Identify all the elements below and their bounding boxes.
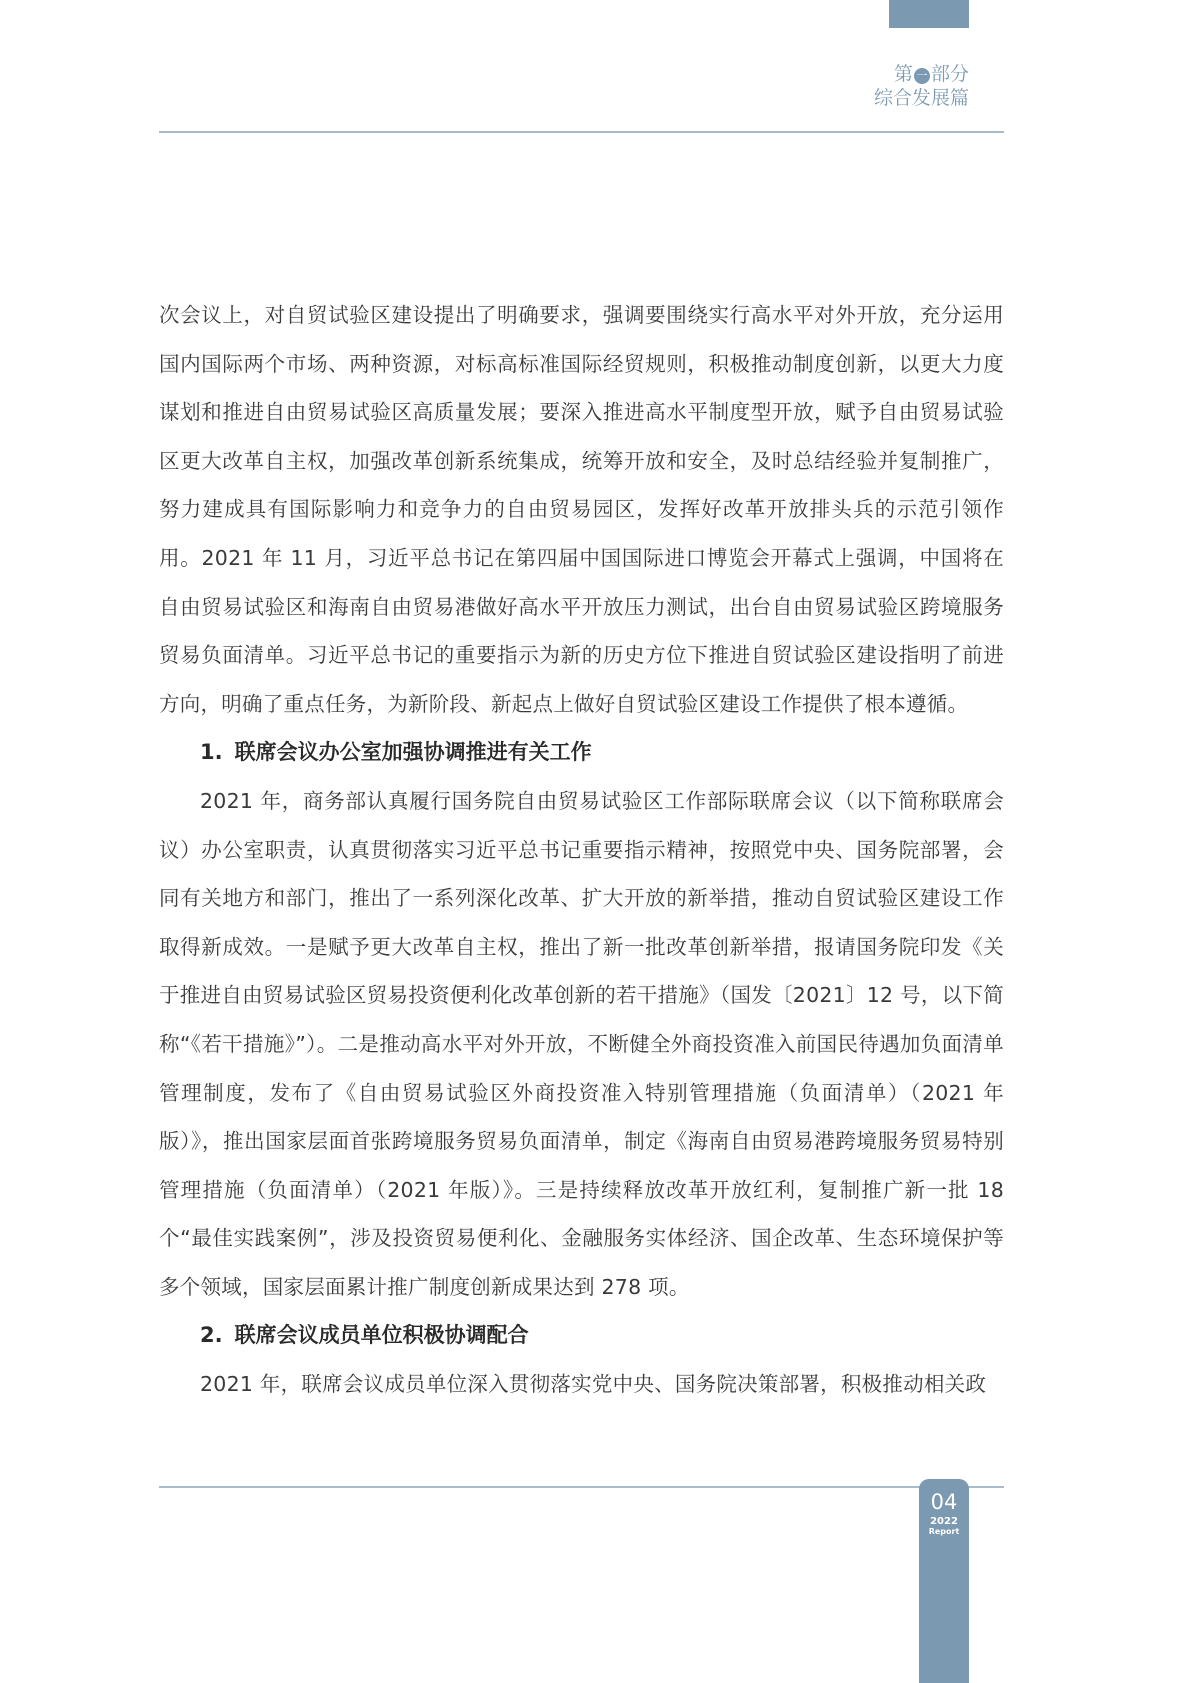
heading-text: 联席会议成员单位积极协调配合 xyxy=(234,1323,529,1348)
section-heading-2 xyxy=(159,1311,1004,1360)
body-paragraph-1: 次会议上，对自贸试验区建设提出了明确要求，强调要围绕实行高水平对外开放，充分运用国内国际两个市场、两种资源，对标高标准国际经贸规则，积极推动制度创新，以更大力度谋划和推进自由贸易试验区高质量发展；要深入推进高水平制度型开放，赋予自由贸易试验区更大改革自主权，加强改革创新系统集成，统筹开放和安全，及时总结经验并复制推广，努力建成具有国际影响力和竞争力的自由贸易园区，发挥好改革开放排头兵的示范引领作用。2021 年 11 月，习近平总书记在第四届中国国际进口博览会开幕式上强调，中国将在自由贸易试验区和海南自由贸易港做好高水平开放压力测试，出台自由贸易试验区跨境服务贸易负面清单。习近平总书记的重要指示为新的历史方位下推进自贸试验区建设指明了前进方向，明确了重点任务，为新阶段、新起点上做好自贸试验区建设工作提供了根本遵循。 xyxy=(159,303,1004,716)
report-label: Report xyxy=(928,1527,960,1536)
heading-text: 联席会议办公室加强协调推进有关工作 xyxy=(234,740,592,765)
section-label xyxy=(874,62,969,110)
main-content xyxy=(159,291,1004,1409)
body-paragraph-2: 2021 年，商务部认真履行国务院自由贸易试验区工作部际联席会议（以下简称联席会议）办公室职责，认真贯彻落实习近平总书记重要指示精神，按照党中央、国务院部署，会同有关地方和部门，推出了一系列深化改革、扩大开放的新举措，推动自贸试验区建设工作取得新成效。一是赋予更大改革自主权，推出了新一批改革创新举措，报请国务院印发《关于推进自由贸易试验区贸易投资便利化改革创新的若干措施》（国发〔2021〕12 号，以下简称“《若干措施》”）。二是推动高水平对外开放，不断健全外商投资准入前国民待遇加负面清单管理制度，发布了《自由贸易试验区外商投资准入特别管理措施（负面清单）（2021 年版）》，推出国家层面首张跨境服务贸易负面清单，制定《海南自由贸易港跨境服务贸易特别管理措施（负面清单）（2021 年版）》。三是持续释放改革开放红利，复制推广新一批 18 个“最佳实践案例”，涉及投资贸易便利化、金融服务实体经济、国企改革、生态环境保护等多个领域，国家层面累计推广制度创新成果达到 278 项。 xyxy=(159,788,1004,1299)
section-heading-1 xyxy=(159,728,1004,777)
part-prefix: 第 xyxy=(893,63,913,85)
top-tab-marker xyxy=(889,0,969,28)
part-number-badge: 一 xyxy=(914,68,930,84)
page-number: 04 xyxy=(930,1490,958,1514)
heading-number: 1. xyxy=(200,740,223,765)
footer-divider xyxy=(159,1486,1004,1488)
part-label xyxy=(874,62,969,86)
part-suffix: 部分 xyxy=(930,63,969,85)
report-year: 2022 xyxy=(930,1516,958,1527)
section-title: 综合发展篇 xyxy=(873,87,969,109)
page-number-tab xyxy=(919,1479,969,1683)
heading-number: 2. xyxy=(200,1323,223,1348)
body-paragraph-3: 2021 年，联席会议成员单位深入贯彻落实党中央、国务院决策部署，积极推动相关政 xyxy=(200,1372,987,1397)
header-divider xyxy=(159,131,1004,133)
